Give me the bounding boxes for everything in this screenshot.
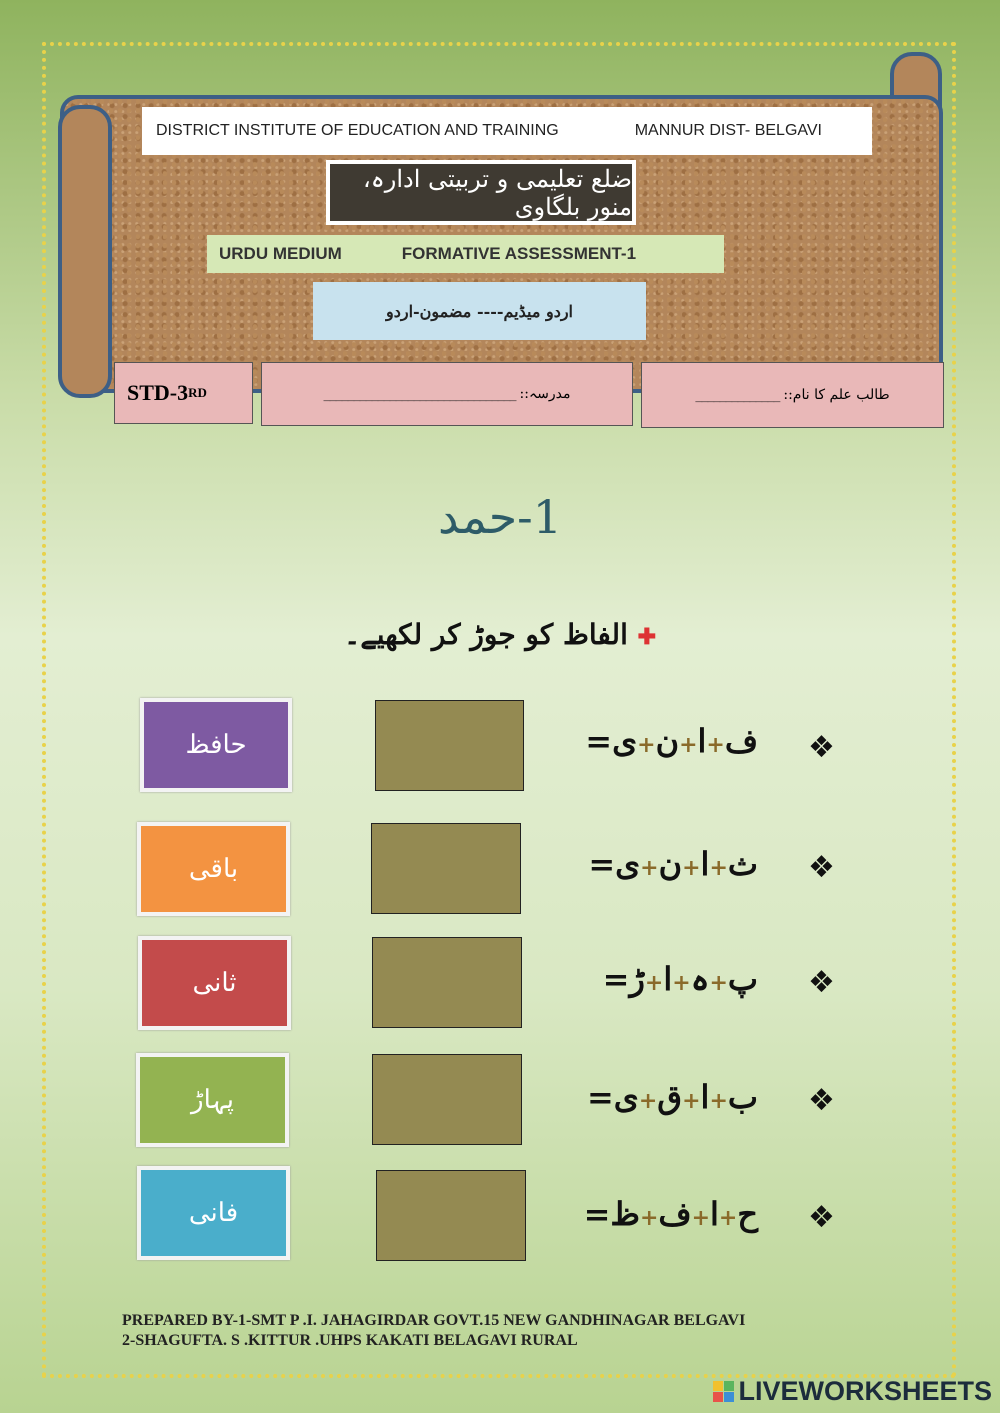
logo-square bbox=[724, 1381, 734, 1391]
instruction bbox=[0, 618, 1000, 651]
credits bbox=[122, 1311, 902, 1351]
student-label: طالب علم کا نام:: bbox=[783, 387, 890, 403]
diamond-bullet-icon: ❖ bbox=[808, 1083, 835, 1118]
instruction-text: الفاظ کو جوڑ کر لکھیے۔ bbox=[343, 618, 628, 651]
lesson-title: 1-حمد bbox=[438, 490, 562, 544]
assessment-banner bbox=[207, 235, 724, 273]
diamond-bullet-icon: ❖ bbox=[808, 730, 835, 765]
word-card[interactable] bbox=[138, 936, 291, 1030]
scroll-curl-left bbox=[58, 105, 112, 398]
credits-line-1: PREPARED BY-1-SMT P .I. JAHAGIRDAR GOVT.15 NEW GANDHINAGAR BELGAVI bbox=[122, 1312, 746, 1329]
letter-equation: ب+ا+ق+ی= bbox=[586, 1078, 758, 1116]
word-card-label: ثانی bbox=[192, 968, 237, 998]
institute-name: DISTRICT INSTITUTE OF EDUCATION AND TRAINING bbox=[156, 122, 559, 139]
institute-location: MANNUR DIST- BELGAVI bbox=[634, 122, 822, 139]
student-name-field[interactable] bbox=[641, 362, 944, 428]
school-field[interactable] bbox=[261, 362, 633, 426]
word-card[interactable] bbox=[137, 822, 290, 916]
answer-box[interactable] bbox=[371, 823, 521, 914]
std-suffix: RD bbox=[188, 385, 207, 400]
diamond-bullet-icon: ❖ bbox=[808, 850, 835, 885]
school-blank: ________________________________ bbox=[323, 386, 516, 402]
answer-box[interactable] bbox=[376, 1170, 526, 1261]
answer-box[interactable] bbox=[372, 937, 522, 1028]
liveworksheets-brand[interactable] bbox=[713, 1376, 992, 1407]
diamond-bullet-icon: ❖ bbox=[808, 965, 835, 1000]
logo-square bbox=[724, 1392, 734, 1402]
credits-line-2: 2-SHAGUFTA. S .KITTUR .UHPS KAKATI BELAGAVI RURAL bbox=[122, 1332, 578, 1349]
liveworksheets-logo-icon bbox=[713, 1381, 734, 1402]
diamond-bullet-icon: ❖ bbox=[808, 1200, 835, 1235]
logo-square bbox=[713, 1392, 723, 1402]
word-card-label: پہاڑ bbox=[191, 1085, 234, 1115]
student-blank: ______________ bbox=[695, 387, 780, 403]
word-card[interactable] bbox=[136, 1053, 289, 1147]
word-card[interactable] bbox=[137, 1166, 290, 1260]
word-card-label: حافظ bbox=[185, 730, 247, 760]
assessment-label: FORMATIVE ASSESSMENT-1 bbox=[401, 244, 637, 263]
std-box bbox=[114, 362, 253, 424]
plus-icon: ✚ bbox=[637, 624, 657, 650]
word-card-label: فانی bbox=[188, 1198, 239, 1228]
institute-banner bbox=[142, 107, 872, 155]
std-label: STD-3 bbox=[127, 380, 189, 405]
school-label: مدرسہ:: bbox=[519, 386, 571, 402]
letter-equation: ف+ا+ن+ی= bbox=[585, 722, 758, 760]
urdu-subtitle: اردو میڈیم---- مضمون-اردو bbox=[313, 282, 646, 340]
letter-equation: پ+ہ+ا+ڑ= bbox=[602, 960, 758, 998]
answer-box[interactable] bbox=[375, 700, 524, 791]
brand-name: LIVEWORKSHEETS bbox=[738, 1376, 992, 1406]
word-card-label: باقی bbox=[188, 854, 239, 884]
word-card[interactable] bbox=[140, 698, 292, 792]
letter-equation: ح+ا+ف+ظ= bbox=[583, 1195, 758, 1233]
medium-label: URDU MEDIUM bbox=[219, 244, 342, 263]
answer-box[interactable] bbox=[372, 1054, 522, 1145]
urdu-institute-title: ضلع تعلیمی و تربیتی ادارہ، منور بلگاوی bbox=[326, 160, 636, 225]
logo-square bbox=[713, 1381, 723, 1391]
letter-equation: ث+ا+ن+ی= bbox=[588, 845, 758, 883]
